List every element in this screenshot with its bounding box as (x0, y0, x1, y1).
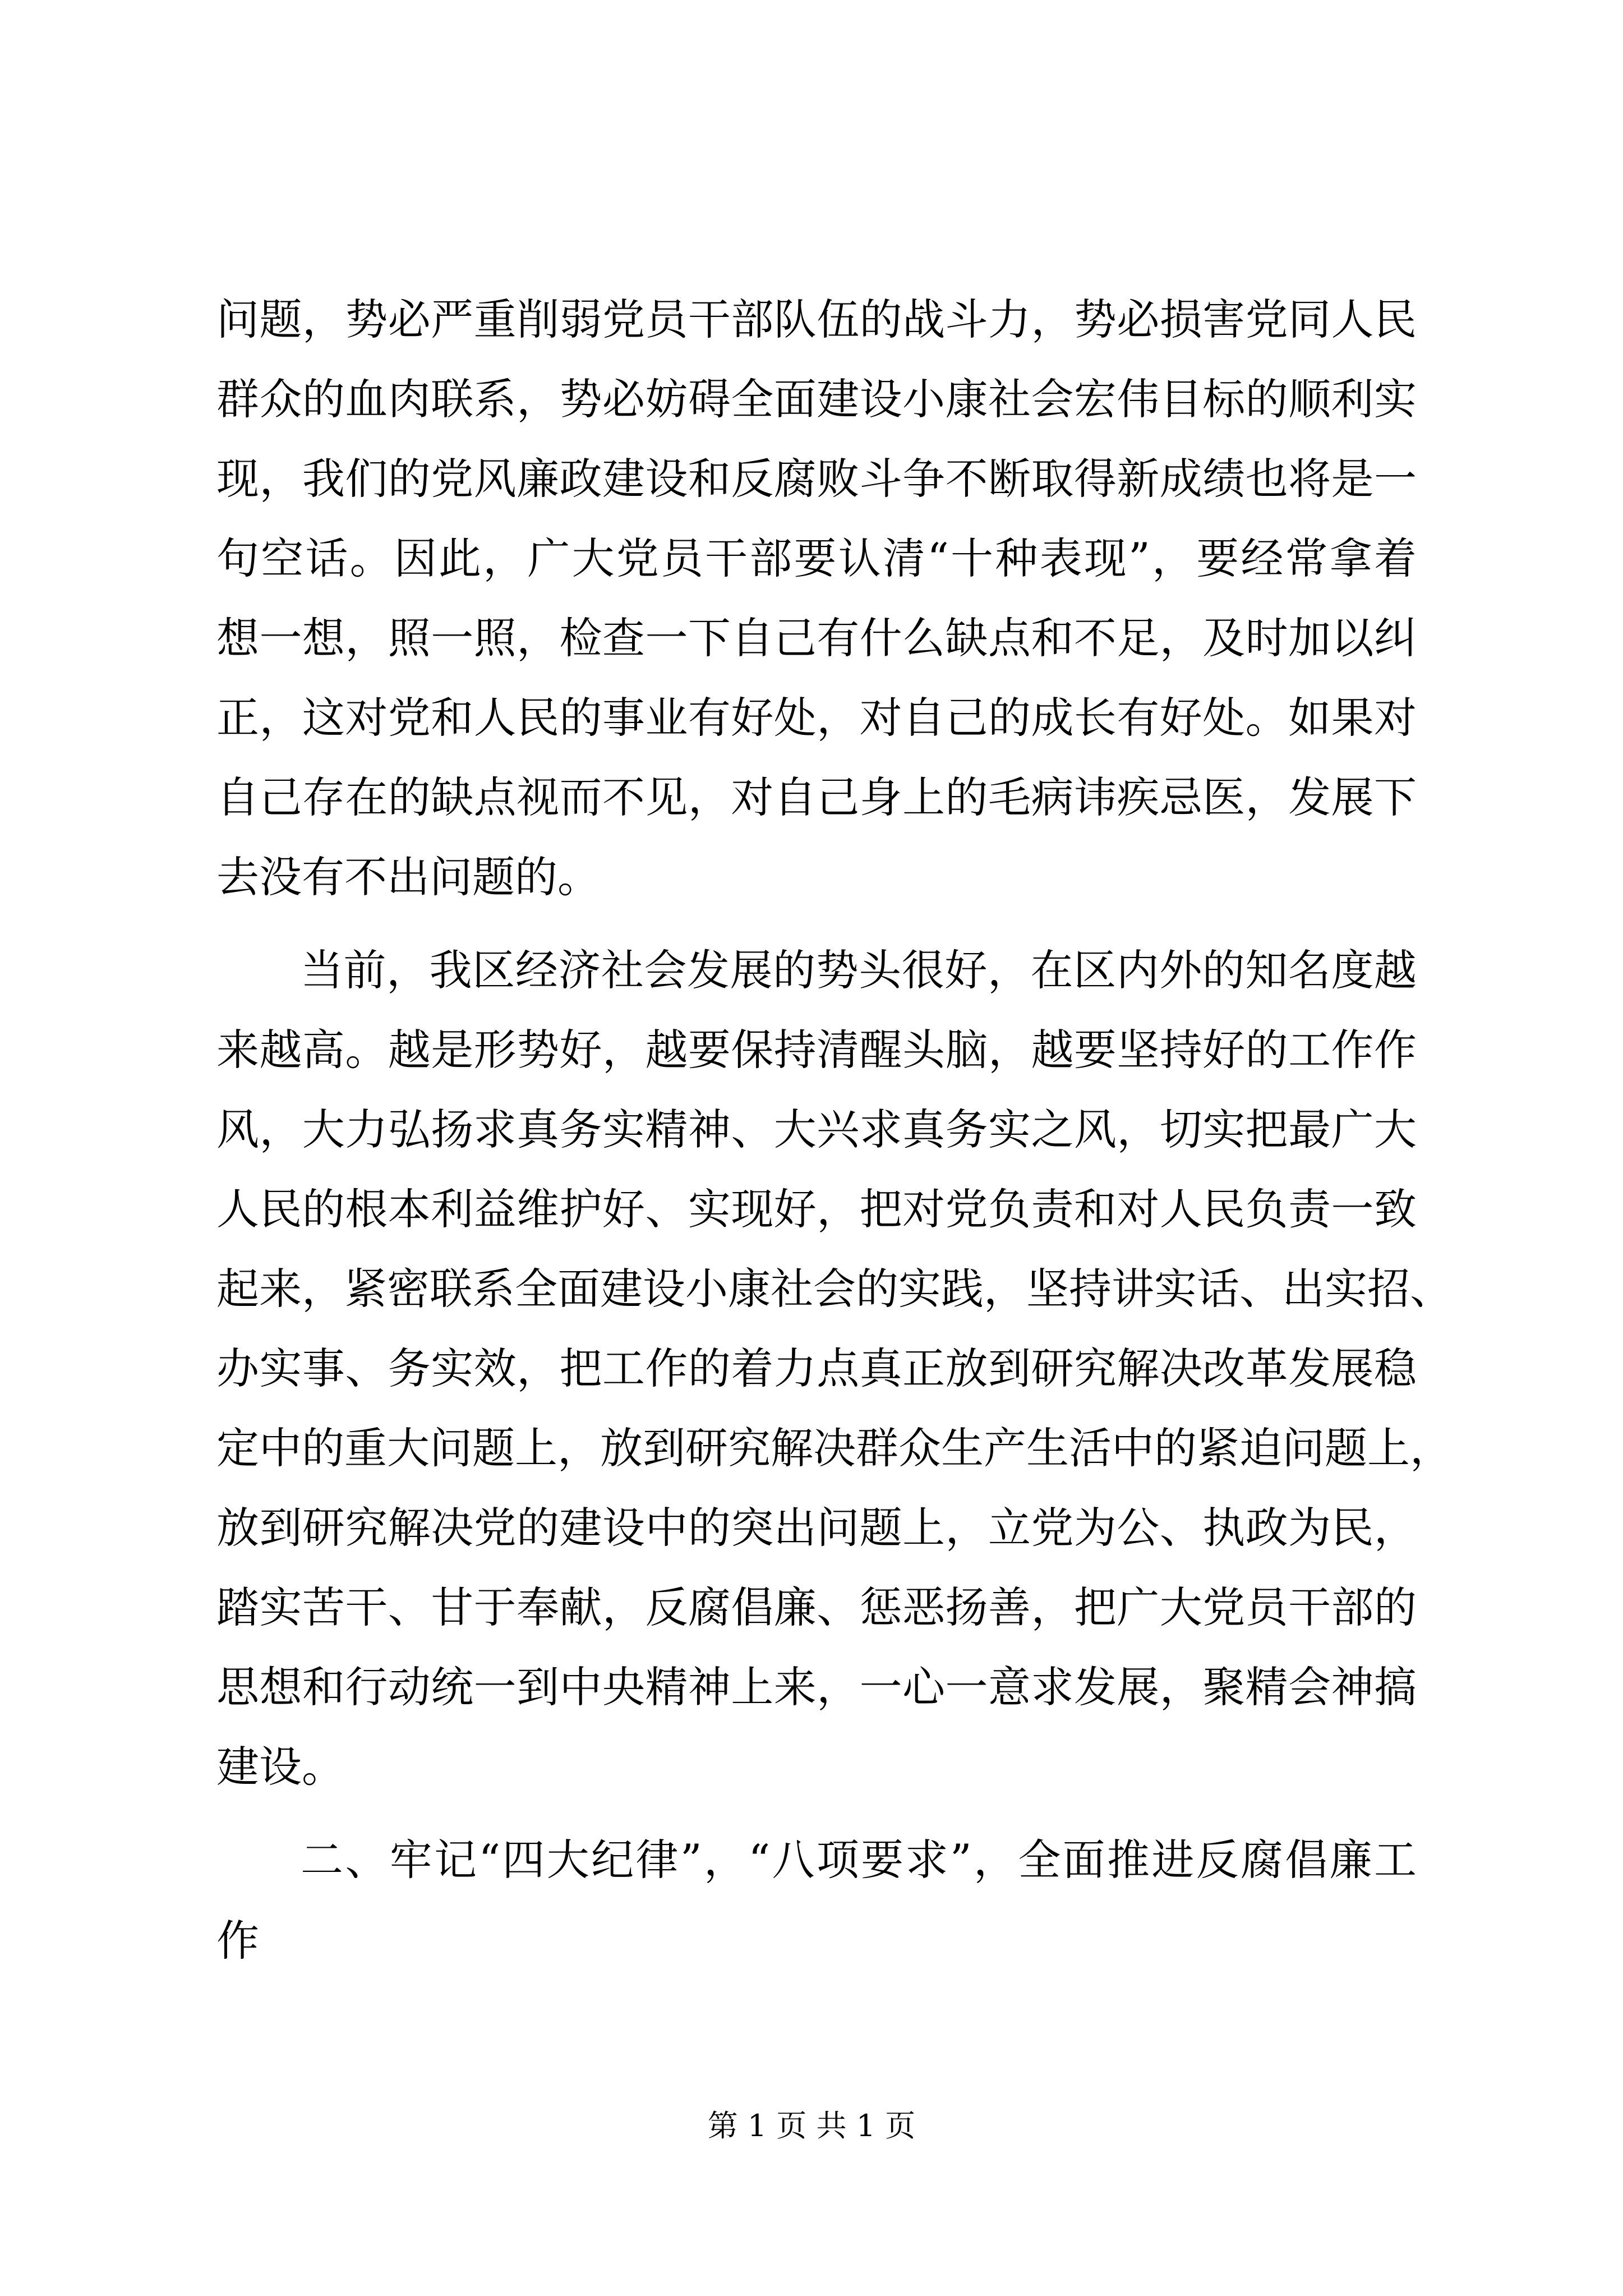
body-line-19: 建设。 (216, 1742, 344, 1792)
body-line-4: 句空话。因此，广大党员干部要认清“十种表现”，要经常拿着 (216, 533, 1417, 583)
body-line-3: 现，我们的党风廉政建设和反腐败斗争不断取得新成绩也将是一 (216, 454, 1417, 504)
body-line-6: 正，这对党和人民的事业有好处，对自己的成长有好处。如果对 (216, 693, 1417, 743)
body-line-13: 起来，紧密联系全面建设小康社会的实践，坚持讲实话、出实招、 (216, 1264, 1453, 1314)
body-line-1: 问题，势必严重削弱党员干部队伍的战斗力，势必损害党同人民 (216, 295, 1417, 344)
body-line-15: 定中的重大问题上，放到研究解决群众生产生活中的紧迫问题上， (216, 1423, 1453, 1473)
body-line-18: 思想和行动统一到中央精神上来，一心一意求发展，聚精会神搞 (216, 1662, 1417, 1712)
body-line-2: 群众的血肉联系，势必妨碍全面建设小康社会宏伟目标的顺利实 (216, 374, 1417, 424)
section-heading-line-2: 作 (216, 1916, 259, 1966)
body-line-11: 风，大力弘扬求真务实精神、大兴求真务实之风，切实把最广大 (216, 1105, 1417, 1154)
body-line-17: 踏实苦干、甘于奉献，反腐倡廉、惩恶扬善，把广大党员干部的 (216, 1582, 1417, 1632)
body-line-12: 人民的根本利益维护好、实现好，把对党负责和对人民负责一致 (216, 1184, 1417, 1234)
body-line-9: 当前，我区经济社会发展的势头很好，在区内外的知名度越 (301, 945, 1417, 995)
body-line-7: 自己存在的缺点视而不见，对自己身上的毛病讳疾忌医，发展下 (216, 772, 1417, 822)
body-line-14: 办实事、务实效，把工作的着力点真正放到研究解决改革发展稳 (216, 1343, 1417, 1393)
page-number-footer: 第 1 页 共 1 页 (707, 2108, 916, 2143)
body-line-16: 放到研究解决党的建设中的突出问题上，立党为公、执政为民， (216, 1503, 1417, 1553)
body-line-8: 去没有不出问题的。 (216, 852, 600, 902)
body-line-10: 来越高。越是形势好，越要保持清醒头脑，越要坚持好的工作作 (216, 1025, 1417, 1075)
section-heading-line-1: 二、牢记“四大纪律”，“八项要求”，全面推进反腐倡廉工 (301, 1835, 1417, 1885)
body-line-5: 想一想，照一照，检查一下自己有什么缺点和不足，及时加以纠 (216, 613, 1417, 663)
